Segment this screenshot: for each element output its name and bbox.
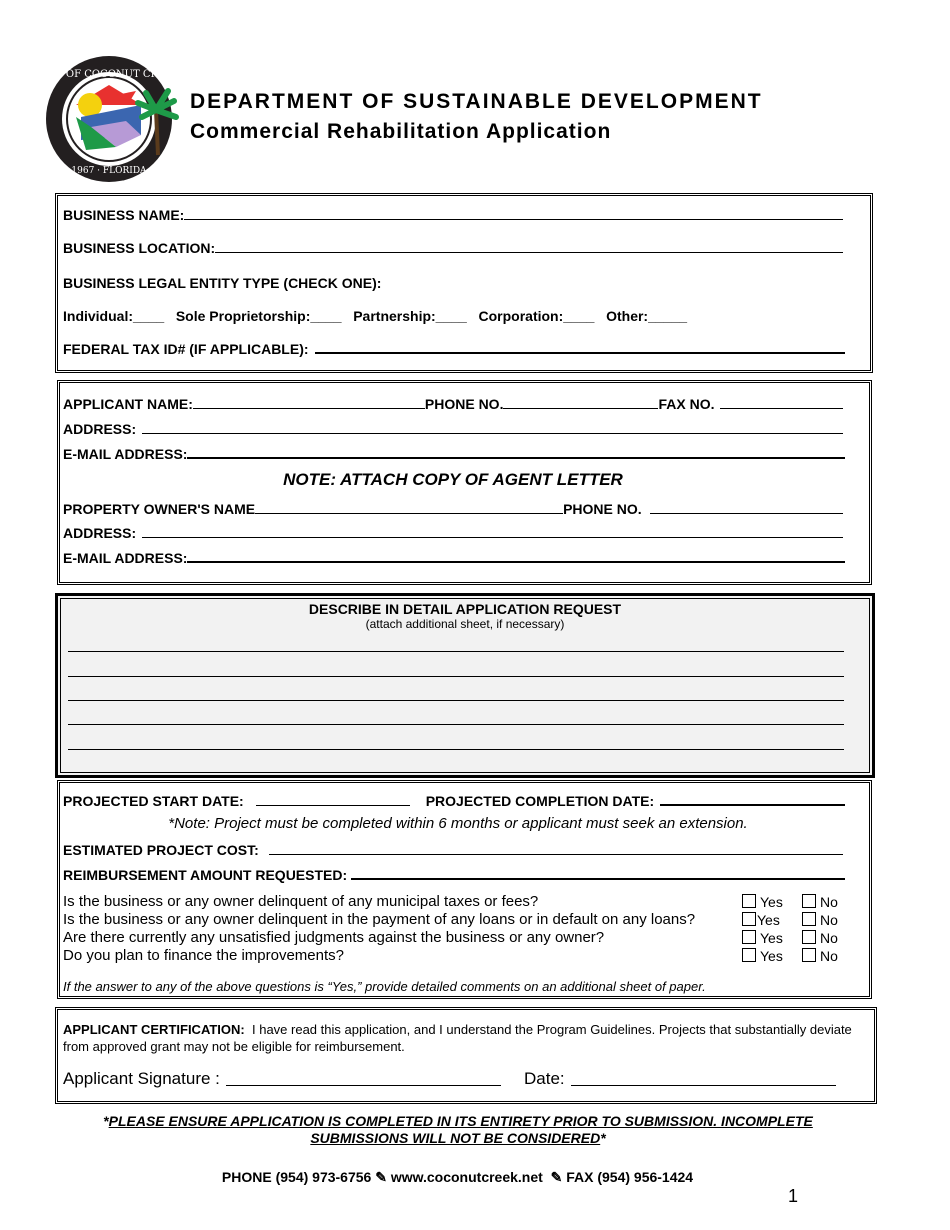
owner-name-label: PROPERTY OWNER'S NAME bbox=[63, 501, 256, 517]
page-number: 1 bbox=[788, 1186, 799, 1206]
date-label: Date: bbox=[524, 1069, 565, 1088]
applicant-name-row bbox=[63, 396, 843, 412]
question-2: Is the business or any owner delinquent in the payment of any loans or in default on any loans? bbox=[63, 911, 696, 928]
contact-website[interactable]: www.coconutcreek.net bbox=[390, 1169, 543, 1185]
project-dates-row bbox=[63, 793, 845, 809]
business-location-field[interactable] bbox=[63, 240, 843, 256]
yes-label: Yes bbox=[760, 894, 783, 910]
completion-date-input[interactable] bbox=[660, 803, 845, 806]
submission-warning bbox=[95, 1113, 821, 1147]
owner-phone-label: PHONE NO. bbox=[563, 501, 642, 517]
question-1-no[interactable] bbox=[802, 894, 838, 910]
entity-option-other[interactable]: Other:_____ bbox=[606, 308, 688, 324]
no-label: No bbox=[820, 948, 838, 964]
logo-text-top: CITY OF COCONUT CREEK bbox=[46, 69, 181, 80]
question-1: Is the business or any owner delinquent of any municipal taxes or fees? bbox=[63, 893, 539, 910]
applicant-name-input[interactable] bbox=[193, 407, 425, 409]
city-logo bbox=[46, 55, 181, 185]
applicant-address-field[interactable] bbox=[63, 421, 843, 437]
description-line-4[interactable] bbox=[68, 724, 844, 725]
no-label: No bbox=[820, 930, 838, 946]
pencil-icon: ✎ bbox=[375, 1169, 387, 1185]
applicant-fax-input[interactable] bbox=[720, 407, 843, 409]
project-cost-field[interactable] bbox=[63, 842, 843, 858]
entity-option-individual[interactable]: Individual:____ bbox=[63, 308, 165, 324]
warning-suffix: * bbox=[600, 1130, 606, 1146]
owner-phone-input[interactable] bbox=[650, 512, 843, 514]
tax-id-field[interactable] bbox=[63, 341, 845, 357]
checkbox-icon bbox=[802, 930, 816, 944]
entity-option-partnership[interactable]: Partnership:____ bbox=[353, 308, 467, 324]
checkbox-icon bbox=[802, 948, 816, 962]
warning-prefix: * bbox=[103, 1113, 109, 1129]
applicant-email-field[interactable] bbox=[63, 446, 845, 462]
start-date-input[interactable] bbox=[256, 804, 410, 806]
certification-heading: APPLICANT CERTIFICATION: bbox=[63, 1022, 245, 1037]
question-4-no[interactable] bbox=[802, 948, 838, 964]
owner-name-input[interactable] bbox=[255, 512, 563, 514]
logo-text-bottom: 1967 · FLORIDA bbox=[71, 166, 147, 176]
owner-email-label: E-MAIL ADDRESS: bbox=[63, 550, 188, 566]
question-2-no[interactable] bbox=[802, 912, 838, 928]
entity-options bbox=[63, 308, 687, 324]
no-label: No bbox=[820, 894, 838, 910]
start-date-label: PROJECTED START DATE: bbox=[63, 793, 244, 809]
applicant-email-label: E-MAIL ADDRESS: bbox=[63, 446, 188, 462]
description-line-5[interactable] bbox=[68, 749, 844, 750]
applicant-phone-label: PHONE NO. bbox=[424, 396, 504, 412]
project-cost-label: ESTIMATED PROJECT COST: bbox=[63, 842, 259, 858]
entity-option-sole-proprietorship[interactable]: Sole Proprietorship:____ bbox=[175, 308, 342, 324]
description-title: DESCRIBE IN DETAIL APPLICATION REQUEST bbox=[308, 601, 622, 617]
yes-label: Yes bbox=[757, 912, 780, 928]
applicant-fax-label: FAX NO. bbox=[658, 396, 715, 412]
certification-text bbox=[63, 1021, 868, 1055]
applicant-phone-input[interactable] bbox=[503, 407, 658, 409]
agent-letter-note: NOTE: ATTACH COPY OF AGENT LETTER bbox=[283, 470, 623, 489]
checkbox-icon bbox=[742, 912, 756, 926]
contact-phone: PHONE (954) 973-6756 bbox=[221, 1169, 372, 1185]
question-3-no[interactable] bbox=[802, 930, 838, 946]
contact-footer bbox=[0, 1169, 915, 1186]
owner-name-row bbox=[63, 501, 843, 517]
department-title: DEPARTMENT OF SUSTAINABLE DEVELOPMENT bbox=[190, 90, 763, 113]
business-location-label: BUSINESS LOCATION: bbox=[63, 240, 216, 256]
entity-option-corporation[interactable]: Corporation:____ bbox=[478, 308, 595, 324]
owner-address-field[interactable] bbox=[63, 525, 843, 541]
owner-email-field[interactable] bbox=[63, 550, 845, 566]
applicant-name-label: APPLICANT NAME: bbox=[63, 396, 193, 412]
checkbox-icon bbox=[742, 894, 756, 908]
warning-text: PLEASE ENSURE APPLICATION IS COMPLETED IN ITS ENTIRETY PRIOR TO SUBMISSION. INCOMPLETE SUBMISSIONS WILL NOT BE CONSIDERED bbox=[108, 1113, 813, 1146]
project-section bbox=[57, 780, 872, 999]
tax-id-label: FEDERAL TAX ID# (IF APPLICABLE): bbox=[63, 341, 309, 357]
no-label: No bbox=[820, 912, 838, 928]
checkbox-icon bbox=[802, 894, 816, 908]
question-2-yes[interactable] bbox=[742, 912, 780, 928]
checkbox-icon bbox=[742, 930, 756, 944]
business-name-field[interactable] bbox=[63, 207, 843, 223]
checkbox-icon bbox=[802, 912, 816, 926]
description-line-1[interactable] bbox=[68, 651, 844, 652]
question-1-yes[interactable] bbox=[742, 894, 783, 910]
question-4-yes[interactable] bbox=[742, 948, 783, 964]
description-line-3[interactable] bbox=[68, 700, 844, 701]
applicant-address-label: ADDRESS: bbox=[63, 421, 137, 437]
reimbursement-label: REIMBURSEMENT AMOUNT REQUESTED: bbox=[63, 867, 348, 883]
certification-body: I have read this application, and I understand the Program Guidelines. Projects that substantially deviate from approved grant may not be eligible for reimbursement. bbox=[63, 1022, 852, 1054]
description-subtitle: (attach additional sheet, if necessary) bbox=[365, 617, 565, 631]
question-4: Do you plan to finance the improvements? bbox=[63, 947, 344, 964]
entity-type-label: BUSINESS LEGAL ENTITY TYPE (CHECK ONE): bbox=[63, 275, 382, 291]
checkbox-icon bbox=[742, 948, 756, 962]
city-seal-icon bbox=[46, 55, 181, 185]
contact-fax: FAX (954) 956-1424 bbox=[566, 1169, 694, 1185]
description-line-2[interactable] bbox=[68, 676, 844, 677]
reimbursement-field[interactable] bbox=[63, 867, 845, 883]
form-title: Commercial Rehabilitation Application bbox=[190, 120, 612, 143]
owner-address-label: ADDRESS: bbox=[63, 525, 137, 541]
completion-date-label: PROJECTED COMPLETION DATE: bbox=[425, 793, 655, 809]
yes-answer-note: If the answer to any of the above questions is “Yes,” provide detailed comments on an additional sheet of paper. bbox=[63, 979, 706, 994]
yes-label: Yes bbox=[760, 948, 783, 964]
question-3-yes[interactable] bbox=[742, 930, 783, 946]
yes-label: Yes bbox=[760, 930, 783, 946]
signature-field[interactable] bbox=[63, 1069, 501, 1089]
date-field[interactable] bbox=[524, 1069, 836, 1089]
question-3: Are there currently any unsatisfied judgments against the business or any owner? bbox=[63, 929, 605, 946]
business-name-label: BUSINESS NAME: bbox=[63, 207, 185, 223]
signature-label: Applicant Signature : bbox=[63, 1069, 220, 1088]
pencil-icon: ✎ bbox=[550, 1169, 563, 1185]
extension-note: *Note: Project must be completed within 6 months or applicant must seek an extension. bbox=[168, 815, 748, 832]
